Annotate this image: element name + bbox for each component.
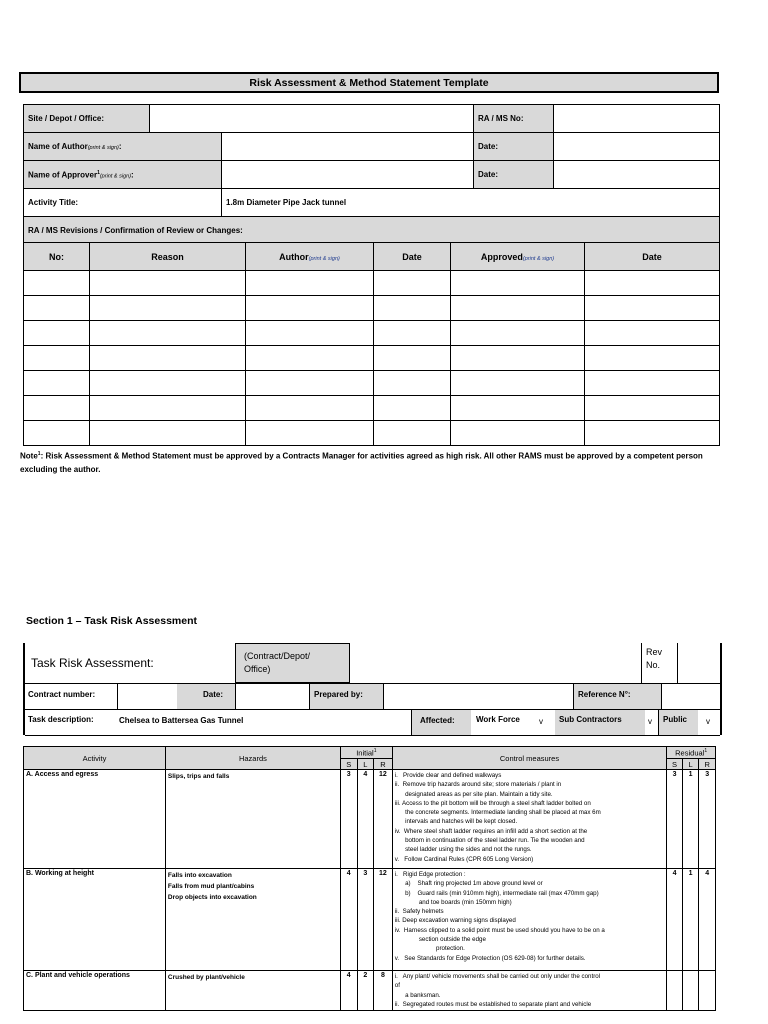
initial-r: R [374,759,393,770]
rev-no-label: Rev No. [641,643,677,683]
prepared-by-field[interactable] [383,684,574,709]
col-no: No: [24,243,90,271]
col-activity: Activity [24,747,166,770]
document-title: Risk Assessment & Method Statement Template [19,72,719,93]
initial-score: 3 [340,770,357,869]
hazard-item: Drop objects into excavation [167,894,257,901]
hazard-item: Crushed by plant/vehicle [167,974,245,981]
residual-score: 4 [699,869,716,971]
approver-field[interactable] [222,161,474,189]
approver-date-field[interactable] [554,161,720,189]
public-label: Public [658,710,698,735]
initial-score: 4 [357,770,374,869]
risk-row [24,971,716,1011]
revision-row [24,421,720,446]
site-label: Site / Depot / Office: [24,105,150,133]
revision-row [24,271,720,296]
reference-field[interactable] [661,684,721,709]
site-field[interactable] [150,105,474,133]
control-item: iv. Harness clipped to a solid point must be used should you have to be on a [394,926,605,934]
col-control: Control measures [392,747,667,770]
revision-row [24,346,720,371]
revision-cell[interactable] [24,321,90,346]
revision-cell[interactable] [374,321,451,346]
activity-cell: A. Access and egress [24,770,166,869]
control-measures-cell [392,770,667,869]
activity-cell: C. Plant and vehicle operations [24,971,166,1011]
section-title: Section 1 – Task Risk Assessment [26,615,197,627]
control-item: the concrete segments. Intermediate landing shall be placed at max 6m [394,809,601,817]
initial-score: 3 [357,869,374,971]
revision-cell[interactable] [90,371,246,396]
control-item: i. Rigid Edge protection : [394,871,466,878]
control-item: v. See Standards for Edge Protection (OS 629-08) for further details. [394,954,586,962]
control-item: bottom in continuation of the steel ladder run. Tie the wooden and [394,837,585,845]
residual-score: 3 [667,770,683,869]
revision-cell[interactable] [90,321,246,346]
revision-cell[interactable] [451,346,585,371]
revision-cell[interactable] [24,271,90,296]
hazards-cell [165,770,340,869]
revision-cell[interactable] [246,396,374,421]
control-item: and toe boards (min 150mm high) [394,898,512,906]
control-item: ii. Safety helmets [394,908,444,916]
revision-cell[interactable] [585,396,720,421]
revision-cell[interactable] [246,421,374,446]
approver-label: Name of Approver$^1$(print & sign): [24,161,222,189]
control-item: of [394,982,400,990]
header-table [23,104,720,245]
reference-label: Reference N°: [573,684,661,709]
author-date-field[interactable] [554,133,720,161]
approval-note: Note$^1$: Risk Assessment & Method Statement must be approved by a Contracts Manager for activities agreed as high risk. All other RAMS must be approved by a competent person excluding the author. [20,451,703,474]
rev-no-field[interactable] [677,643,714,683]
col-date: Date [374,243,451,271]
risk-row [24,770,716,869]
col-residual: Residual$^1$ [667,747,716,759]
initial-score: 4 [340,971,357,1011]
subcontractors-check[interactable]: v [648,717,652,726]
revision-cell[interactable] [374,371,451,396]
approver-date-label: Date: [474,161,554,189]
residual-l: L [682,759,699,770]
revision-cell[interactable] [451,296,585,321]
task-ra-title: Task Risk Assessment: [31,656,154,670]
control-measures-cell [392,869,667,971]
revisions-label: RA / MS Revisions / Confirmation of Review or Changes: [24,217,720,245]
revision-cell[interactable] [451,396,585,421]
control-item: ii. Remove trip hazards around site; store materials / plant in [394,781,562,789]
workforce-check[interactable]: v [539,717,543,726]
task-description-value[interactable]: Chelsea to Battersea Gas Tunnel [119,716,244,725]
date-label: Date: [177,684,235,709]
revisions-table [23,242,720,446]
revision-cell[interactable] [451,421,585,446]
control-item: iii. Deep excavation warning signs displayed [394,917,516,925]
control-item: intervals and hatches will be kept closed. [394,818,518,826]
revision-cell[interactable] [374,346,451,371]
initial-l: L [357,759,374,770]
subcontractors-label: Sub Contractors [555,710,645,735]
control-item: b) Guard rails (min 910mm high), intermediate rail (max 470mm gap) [394,889,599,897]
revision-cell[interactable] [585,371,720,396]
workforce-label: Work Force [476,715,520,724]
contract-number-field[interactable] [117,684,178,709]
revision-cell[interactable] [24,296,90,321]
residual-score: 1 [682,770,699,869]
risk-row [24,869,716,971]
ra-no-label: RA / MS No: [474,105,554,133]
initial-score: 4 [340,869,357,971]
control-item: steel ladder using the sides and not the rungs. [394,846,532,854]
control-item: v. Follow Cardinal Rules (CPR 605 Long Version) [394,855,534,863]
activity-value[interactable]: 1.8m Diameter Pipe Jack tunnel [222,189,720,217]
hazards-cell [165,869,340,971]
residual-r: R [699,759,716,770]
revision-cell[interactable] [90,421,246,446]
revision-cell[interactable] [585,321,720,346]
hazard-item: Falls into excavation [167,872,232,879]
control-item: a banksman. [394,991,441,999]
residual-score [682,971,699,1011]
control-measures-cell [392,971,667,1011]
task-description-label: Task description: [28,715,94,724]
control-item: protection. [394,945,465,953]
revision-cell[interactable] [90,396,246,421]
revision-cell[interactable] [24,421,90,446]
revision-cell[interactable] [451,371,585,396]
initial-score: 12 [374,770,393,869]
revision-cell[interactable] [90,346,246,371]
author-label: Name of Author(print & sign): [24,133,222,161]
residual-score: 3 [699,770,716,869]
revision-cell[interactable] [24,371,90,396]
residual-s: S [667,759,683,770]
col-date-2: Date [585,243,720,271]
revision-cell[interactable] [374,396,451,421]
revision-cell[interactable] [90,271,246,296]
col-reason: Reason [90,243,246,271]
revision-cell[interactable] [451,321,585,346]
control-item: iii. Access to the pit bottom will be through a steel shaft ladder bolted on [394,799,591,807]
revision-cell[interactable] [24,396,90,421]
residual-score: 1 [682,869,699,971]
revision-row [24,296,720,321]
date-field[interactable] [235,684,310,709]
col-approved: Approved(print & sign) [451,243,585,271]
control-item: a) Shaft ring projected 1m above ground level or [394,880,543,888]
revision-cell[interactable] [24,346,90,371]
revision-row [24,371,720,396]
author-field[interactable] [222,133,474,161]
revision-cell[interactable] [246,321,374,346]
public-check[interactable]: v [706,717,710,726]
revision-row [24,396,720,421]
activity-cell: B. Working at height [24,869,166,971]
risk-table [23,746,716,1011]
ra-no-field[interactable] [554,105,720,133]
revision-cell[interactable] [374,421,451,446]
author-date-label: Date: [474,133,554,161]
revision-cell[interactable] [585,421,720,446]
control-item: iv. Where steel shaft ladder requires an infill add a short section at the [394,827,588,835]
task-risk-assessment-header [23,643,722,735]
control-item: i. Any plant/ vehicle movements shall be carried out only under the control [394,973,601,980]
revision-cell[interactable] [246,346,374,371]
affected-label: Affected: [411,710,471,735]
revision-cell[interactable] [451,271,585,296]
col-hazards: Hazards [165,747,340,770]
col-author: Author(print & sign) [246,243,374,271]
revision-row [24,321,720,346]
col-initial: Initial$^1$ [340,747,392,759]
control-item: designated areas as per site plan. Maintain a tidy site. [394,790,553,798]
contract-box: (Contract/Depot/ Office) [235,643,350,683]
activity-label: Activity Title: [24,189,222,217]
control-item: i. Provide clear and defined walkways [394,772,502,779]
hazards-cell [165,971,340,1011]
initial-score: 2 [357,971,374,1011]
revision-cell[interactable] [585,346,720,371]
control-item: section outside the edge [394,936,486,944]
prepared-by-label: Prepared by: [310,684,383,709]
residual-score [667,971,683,1011]
initial-s: S [340,759,357,770]
residual-score [699,971,716,1011]
revision-cell[interactable] [90,296,246,321]
initial-score: 12 [374,869,393,971]
revision-cell[interactable] [585,296,720,321]
revision-cell[interactable] [246,271,374,296]
hazard-item: Falls from mud plant/cabins [167,883,255,890]
revision-cell[interactable] [246,371,374,396]
revision-cell[interactable] [374,296,451,321]
revision-cell[interactable] [585,271,720,296]
initial-score: 8 [374,971,393,1011]
revision-cell[interactable] [374,271,451,296]
contract-number-label: Contract number: [28,690,96,699]
hazard-item: Slips, trips and falls [167,773,230,780]
control-item: ii. Segregated routes must be established to separate plant and vehicle [394,1000,592,1008]
residual-score: 4 [667,869,683,971]
revision-cell[interactable] [246,296,374,321]
